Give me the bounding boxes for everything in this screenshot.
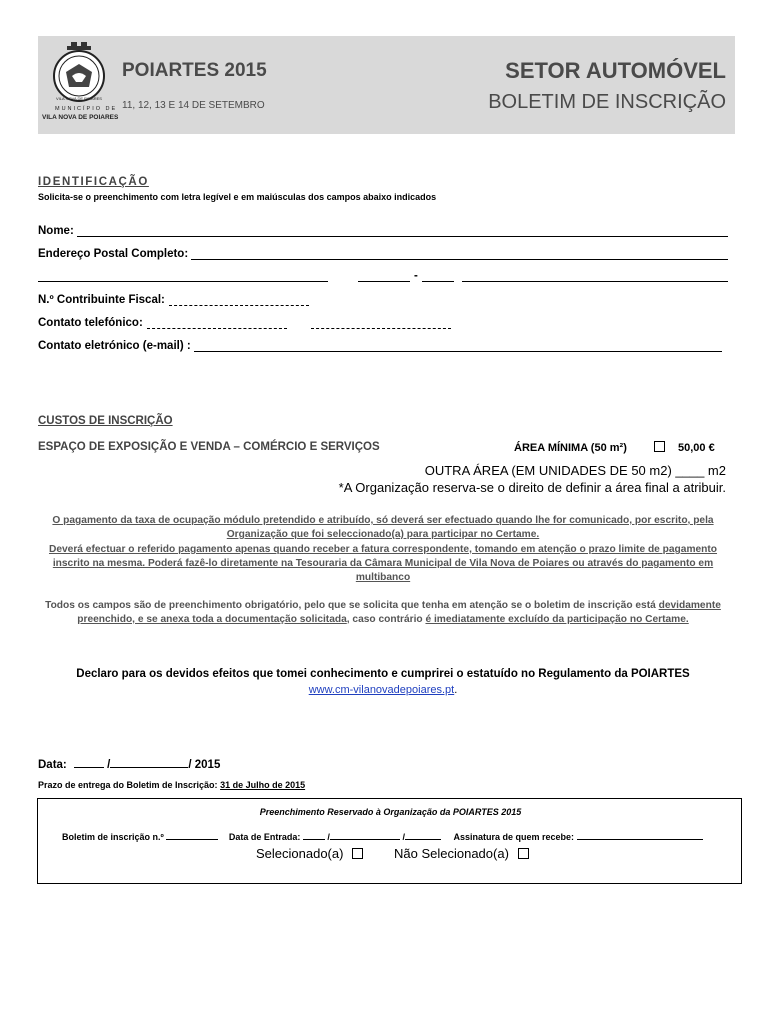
postal-code-prefix-field[interactable] [358, 270, 410, 282]
header-banner [38, 36, 735, 134]
payment-note-2: Deverá efectuar o referido pagamento apenas quando receber a fatura correspondente, tomando em atenção o prazo limite de pagamento inscrito na mesma. Poderá fazê-lo diretamente na Tesouraria da Câmara Municipal de Vila Nova de Poiares ou através do pagamento em multibanco [48, 544, 718, 583]
entry-year-field[interactable] [405, 830, 441, 840]
declaration-text: Declaro para os devidos efeitos que tomei conhecimento e cumprirei o estatuído no Regulamento da POIARTES [76, 668, 690, 680]
name-field[interactable] [77, 225, 728, 237]
boletim-number-label: Boletim de inscrição n.º [62, 832, 164, 842]
svg-text:VILA NOVA DE POIARES: VILA NOVA DE POIARES [56, 96, 102, 101]
date-row: Data: / / 2015 [38, 759, 221, 771]
costs-heading: CUSTOS DE INSCRIÇÃO [38, 415, 173, 427]
address-row [38, 248, 728, 260]
entry-day-field[interactable] [303, 830, 325, 840]
deadline-row [38, 780, 305, 790]
address-continuation-row [38, 270, 728, 282]
space-label: ESPAÇO DE EXPOSIÇÃO E VENDA – COMÉRCIO E SERVIÇOS [38, 441, 380, 453]
locality-field[interactable] [462, 270, 728, 282]
required-note-part-b: devidamente preenchido, e se anexa toda a documentação solicitada [77, 600, 721, 625]
nif-field[interactable] [169, 294, 309, 306]
not-selected-option [394, 846, 529, 861]
declaration-url-row [38, 684, 728, 696]
sector-title: SETOR AUTOMÓVEL [505, 58, 726, 83]
identification-instructions: Solicita-se o preenchimento com letra legível e em maiúsculas dos campos abaixo indicados [38, 192, 437, 202]
date-month-field[interactable] [110, 757, 188, 768]
date-day-field[interactable] [74, 757, 104, 768]
required-note-part-c: , caso contrário [346, 614, 426, 625]
deadline-label: Prazo de entrega do Boletim de Inscrição: [38, 780, 218, 790]
email-row [38, 340, 722, 352]
reserved-fields-row: Boletim de inscrição n.º Data de Entrada: / / Assinatura de quem recebe: [62, 830, 703, 842]
nif-label: N.º Contribuinte Fiscal: [38, 294, 165, 306]
phone-field-2[interactable] [311, 317, 451, 329]
name-label: Nome: [38, 225, 74, 237]
required-note-part-d: é imediatamente excluído da participação no Certame. [425, 614, 689, 625]
payment-note-1: O pagamento da taxa de ocupação módulo pretendido e atribuído, só deverá ser efectuado quando lhe for comunicado, por escrito, pela Organização que foi seleccionado(a) para participar no Certame. [52, 515, 714, 540]
address-label: Endereço Postal Completo: [38, 248, 189, 260]
nif-row [38, 294, 728, 306]
min-area-checkbox[interactable] [654, 441, 665, 452]
email-label: Contato eletrónico (e-mail) : [38, 340, 191, 352]
selected-label: Selecionado(a) [256, 846, 344, 861]
boletim-number-field[interactable] [166, 830, 218, 840]
municipality-name: VILA NOVA DE POIARES [42, 114, 119, 121]
name-row [38, 225, 728, 237]
date-label: Data: [38, 759, 67, 771]
municipality-label: MUNICÍPIO DE [55, 106, 118, 112]
signature-label: Assinatura de quem recebe: [453, 832, 575, 842]
required-note-part-a: Todos os campos são de preenchimento obrigatório, pelo que se solicita que tenha em atenção se o boletim de inscrição está [45, 600, 659, 611]
not-selected-checkbox[interactable] [518, 848, 529, 859]
email-field[interactable] [194, 340, 722, 352]
reserved-box-title: Preenchimento Reservado à Organização da POIARTES 2015 [259, 807, 522, 817]
phone-field-1[interactable] [147, 317, 287, 329]
not-selected-label: Não Selecionado(a) [394, 846, 509, 861]
selected-checkbox[interactable] [352, 848, 363, 859]
address-line-2-field[interactable] [38, 270, 328, 282]
signature-field[interactable] [577, 830, 703, 840]
phone-row [38, 317, 728, 329]
address-field[interactable] [191, 248, 728, 260]
min-area-row [514, 441, 715, 454]
entry-date-label: Data de Entrada: [228, 832, 301, 842]
deadline-value: 31 de Julho de 2015 [220, 780, 306, 790]
phone-label: Contato telefónico: [38, 317, 143, 329]
postal-code-separator: - [414, 270, 418, 282]
event-dates: 11, 12, 13 E 14 DE SETEMBRO [122, 100, 265, 111]
other-area-text: OUTRA ÁREA (EM UNIDADES DE 50 m2) ____ m2 [424, 463, 726, 478]
date-year: / 2015 [188, 759, 221, 771]
entry-month-field[interactable] [330, 830, 400, 840]
reserve-note: *A Organização reserva-se o direito de definir a área final a atribuir. [338, 480, 726, 495]
organization-reserved-box [37, 798, 742, 884]
min-area-price: 50,00 € [677, 442, 715, 454]
postal-code-suffix-field[interactable] [422, 270, 454, 282]
identification-heading: IDENTIFICAÇÃO [38, 176, 149, 188]
municipal-crest-icon [44, 42, 114, 104]
required-fields-note [38, 599, 728, 627]
event-title: POIARTES 2015 [122, 60, 267, 81]
url-suffix: . [454, 684, 458, 696]
min-area-label: ÁREA MÍNIMA (50 m²) [514, 442, 627, 454]
regulation-link[interactable]: www.cm-vilanovadepoiares.pt [308, 684, 455, 696]
form-title: BOLETIM DE INSCRIÇÃO [488, 91, 726, 113]
selected-option [256, 846, 363, 861]
